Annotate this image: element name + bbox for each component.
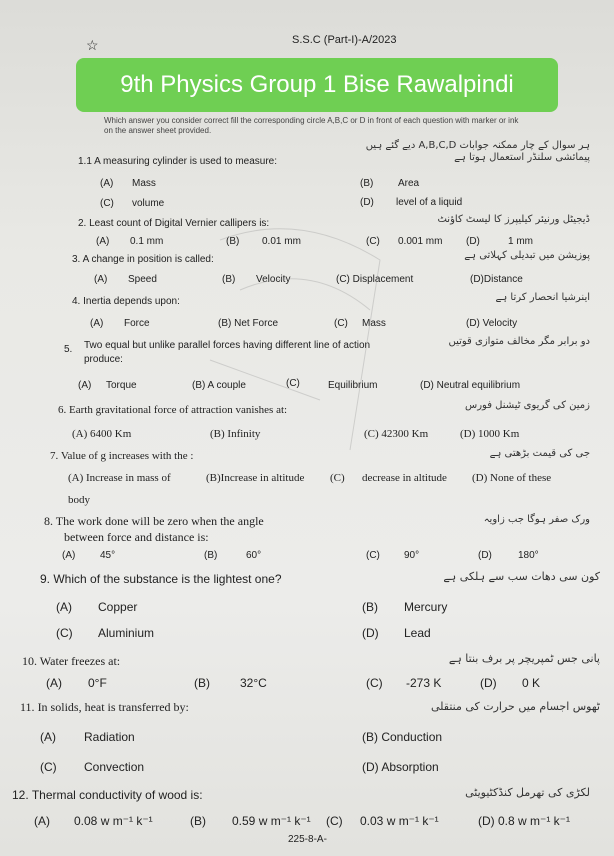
question-11: 11. In solids, heat is transferred by:	[20, 700, 189, 714]
question-1: 1.1 A measuring cylinder is used to measure:	[78, 156, 278, 167]
instructions: Which answer you consider correct fill the corresponding circle A,B,C or D in front of each question with marker or ink on the answer sheet provided.	[104, 116, 519, 135]
instructions-urdu: ہر سوال کے چار ممکنہ جوابات A,B,C,D دیے گئے ہیں	[365, 140, 590, 151]
question-12: 12. Thermal conductivity of wood is:	[12, 788, 203, 802]
question-6: 6. Earth gravitational force of attraction vanishes at:	[58, 404, 288, 416]
paper-code: S.S.C (Part-I)-A/2023	[292, 34, 397, 46]
question-7: 7. Value of g increases with the :	[50, 450, 194, 462]
question-10: 10. Water freezes at:	[22, 654, 121, 668]
question-5: 5.	[64, 344, 73, 355]
question-2: 2. Least count of Digital Vernier callipers is:	[78, 218, 270, 229]
exam-paper: ☆ S.S.C (Part-I)-A/2023 9th Physics Group 1 Bise Rawalpindi Which answer you consider correct fill the corresponding circle A,B,C or D in front of each question with marker or ink on the answer sheet provided. ہر سوال کے چار ممکنہ جوابات A,B,C,D دیے گئے ہیں 1.1 A measuring cylinder is used to measure: پیمائشی سلنڈر استعمال ہوتا ہے (A) Mass (B) Area (C) volume (D) level of a liquid 2. Least count of Digital Vernier callipers is: ڈیجیٹل ورنیئر کیلیپرز کا لیسٹ کاؤنٹ (A) 0.1 mm (B) 0.01 mm (C) 0.001 mm (D) 1 mm 3. A change in position is called: پوزیشن میں تبدیلی کہلاتی ہے (A) Speed (B) Velocity (C) Displacement (D)Distance 4. Inertia depends upon: اینرشیا انحصار کرتا ہے (A) Force (B) Net Force (C) Mass (D) Velocity 5. Two equal but unlike parallel forces having different line of action produce: دو برابر مگر مخالف متوازی قوتیں (A) Torque (B) A couple (C) Equilibrium (D) Neutral equilibrium 6. Earth gravitational force of attraction vanishes at: زمین کی گریوی ٹیشنل فورس (A) 6400 Km (B) Infinity (C) 42300 Km (D) 1000 Km 7. Value of g increases with the : جی کی قیمت بڑھتی ہے (A) Increase in mass of (B)Increase in altitude (C) decrease in altitude (D) None of these body 8. The work done will be zero when the angle between force and distance is: ورک صفر ہوگا جب زاویہ (A) 45° (B) 60° (C) 90° (D) 180° 9. Which of the substance is the lightest one? کون سی دھات سب سے ہلکی ہے (A) Copper (B) Mercury (C) Aluminium (D) Lead 10. Water freezes at: پانی جس ٹمپریچر پر برف بنتا ہے (A) 0°F (B) 32°C (C) -273 K (D) 0 K 11. In solids, heat is transferred by: ٹھوس اجسام میں حرارت کی منتقلی (A) Radiation (B) Conduction (C) Convection (D) Absorption 12. Thermal conductivity of wood is: لکڑی کی تھرمل کنڈکٹیویٹی (A) 0.08 w m⁻¹ k⁻¹ (B) 0.59 w m⁻¹ k⁻¹ (C) 0.03 w m⁻¹ k⁻¹ (D) 0.8 w m⁻¹ k⁻¹ 225-8-A-	[0, 0, 614, 856]
question-8: 8. The work done will be zero when the angle	[44, 514, 264, 528]
page-footer: 225-8-A-	[288, 834, 327, 845]
question-3: 3. A change in position is called:	[72, 254, 214, 265]
star-icon: ☆	[86, 39, 99, 54]
question-4: 4. Inertia depends upon:	[72, 296, 180, 307]
question-9: 9. Which of the substance is the lightest one?	[40, 572, 282, 586]
title-banner: 9th Physics Group 1 Bise Rawalpindi	[76, 58, 558, 112]
